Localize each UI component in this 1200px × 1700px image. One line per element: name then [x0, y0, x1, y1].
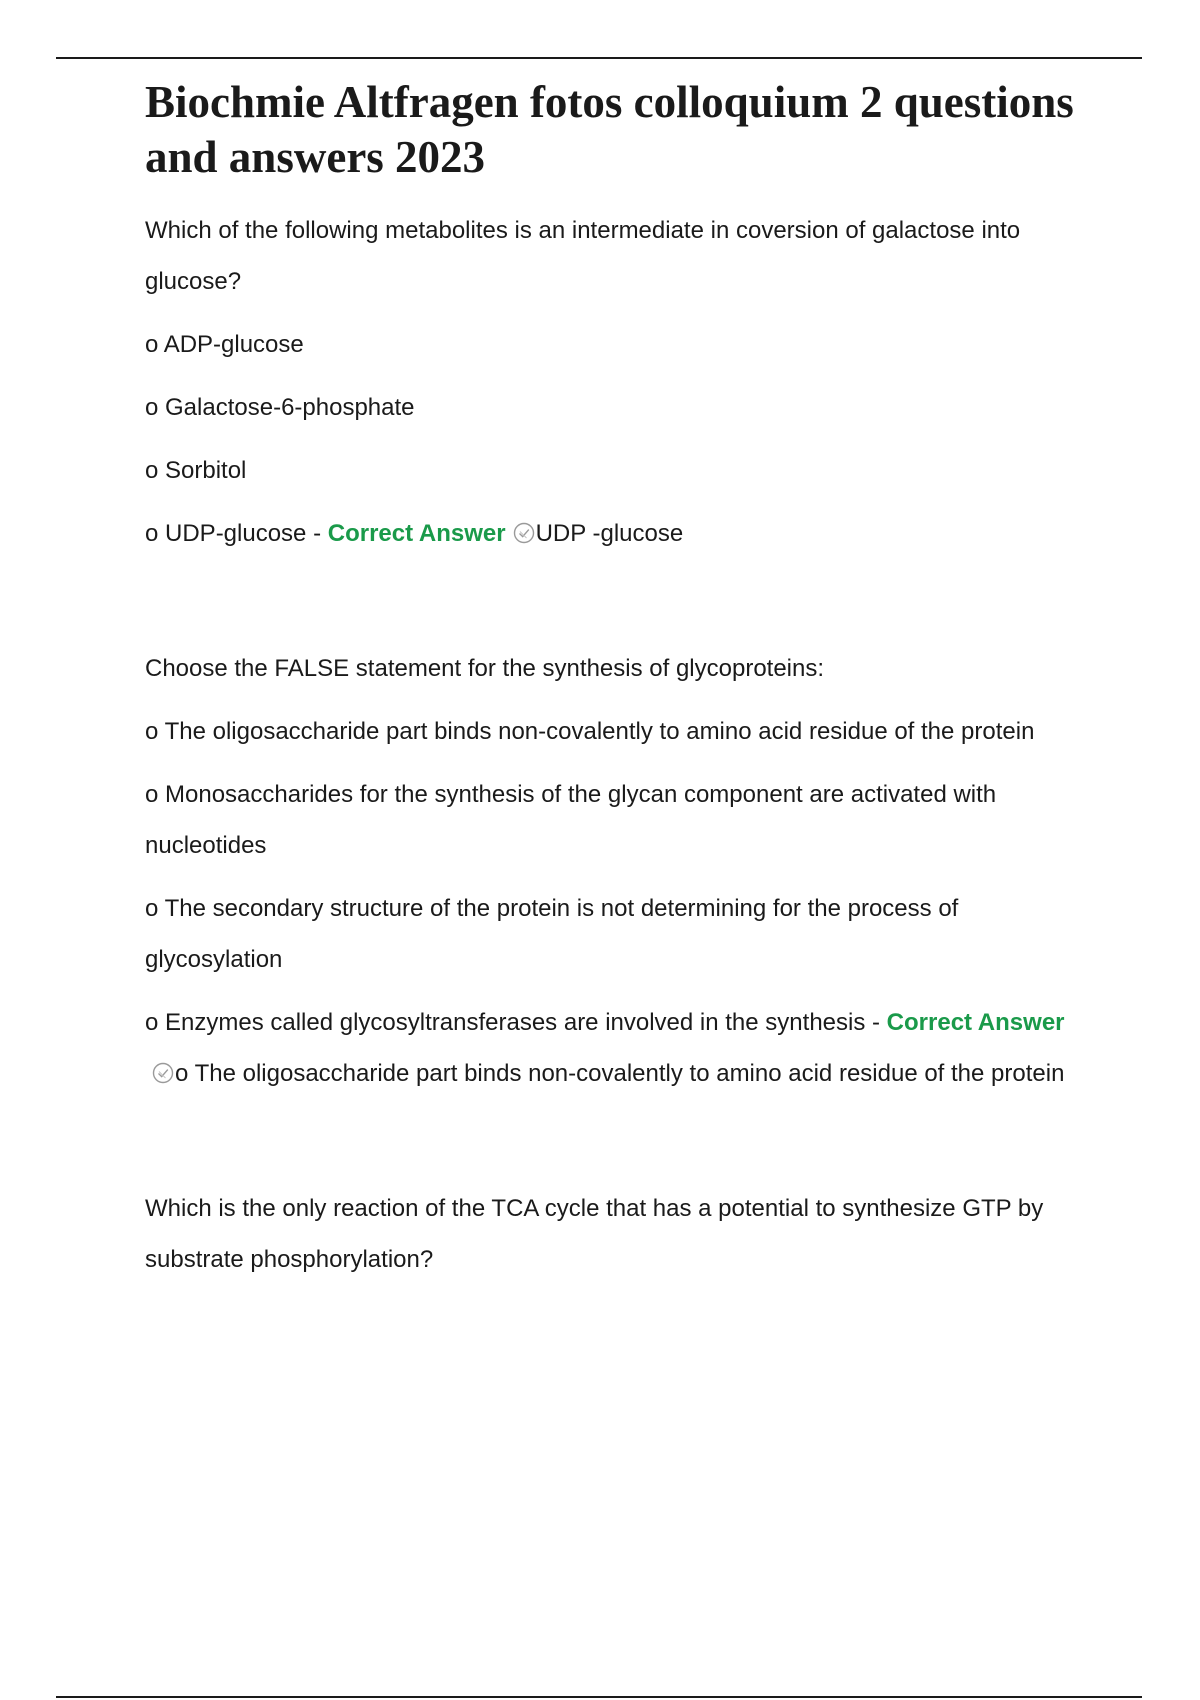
answer-option: o Galactose-6-phosphate	[145, 394, 415, 421]
question-prompt: Which of the following metabolites is an intermediate in coversion of galactose into glucose?	[145, 217, 1021, 295]
correct-answer-text: o The oligosaccharide part binds non-covalently to amino acid residue of the protein	[175, 1060, 1065, 1087]
question-3	[145, 1183, 1080, 1285]
answer-option: o The secondary structure of the protein is not determining for the process of glycosylation	[145, 895, 959, 973]
question-prompt: Choose the FALSE statement for the synthesis of glycoproteins:	[145, 655, 825, 682]
answer-option: o Sorbitol	[145, 457, 247, 484]
correct-answer-text: UDP -glucose	[535, 520, 684, 547]
correct-answer-label: Correct Answer	[327, 520, 506, 547]
question-1	[145, 205, 1080, 559]
header-rule	[56, 57, 1142, 59]
answer-option-text: o Enzymes called glycosyltransferases are involved in the synthesis -	[145, 1009, 887, 1036]
answer-option: o ADP-glucose	[145, 331, 304, 358]
footer-rule	[56, 1696, 1142, 1698]
document-body	[145, 75, 1080, 1285]
document-title: Biochmie Altfragen fotos colloquium 2 questions and answers 2023	[145, 77, 1074, 182]
question-2	[145, 643, 1080, 1099]
check-circle-icon	[513, 522, 535, 544]
answer-option-with-answer	[145, 997, 1080, 1099]
answer-option-text: o UDP-glucose -	[145, 520, 328, 547]
question-separator	[145, 1099, 1080, 1183]
correct-answer-label: Correct Answer	[886, 1009, 1065, 1036]
question-separator	[145, 559, 1080, 643]
answer-option: o Monosaccharides for the synthesis of the glycan component are activated with nucleotides	[145, 781, 997, 859]
answer-option: o The oligosaccharide part binds non-covalently to amino acid residue of the protein	[145, 718, 1035, 745]
question-prompt: Which is the only reaction of the TCA cycle that has a potential to synthesize GTP by substrate phosphorylation?	[145, 1195, 1044, 1273]
check-circle-icon	[152, 1062, 174, 1084]
answer-option-with-answer	[145, 508, 1080, 559]
